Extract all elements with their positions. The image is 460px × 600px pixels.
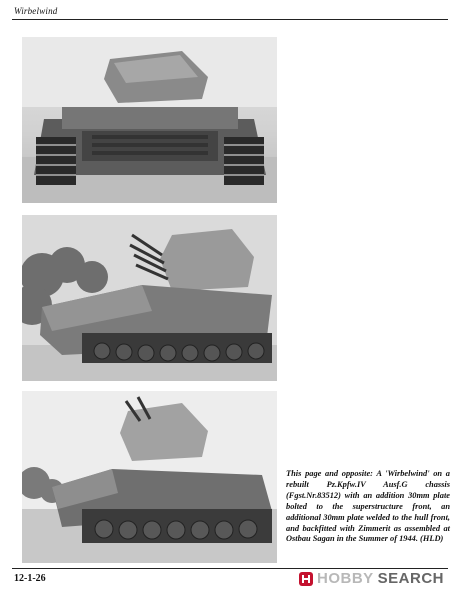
hobby-search-watermark bbox=[299, 570, 444, 587]
photo-side-view bbox=[22, 391, 277, 563]
footer-divider bbox=[12, 568, 448, 569]
page-number: 12-1-26 bbox=[14, 573, 46, 584]
photo-caption: This page and opposite: A 'Wirbelwind' on a rebuilt Pz.Kpfw.IV Ausf.G chassis (Fgst.Nr.83512) with an addition 30mm plate bolted to the superstructure front, an additional 30mm plate welded to the hull front, and backfitted with Zimmerit as assembled at Ostbau Sagan in the Summer of 1944. (HLD) bbox=[286, 469, 450, 544]
header-divider bbox=[12, 19, 448, 20]
running-header: Wirbelwind bbox=[14, 6, 58, 16]
photo-front-view bbox=[22, 37, 277, 203]
watermark-word-hobby: HOBBY bbox=[316, 570, 374, 587]
photo-three-quarter-view bbox=[22, 215, 277, 381]
watermark-word-search: SEARCH bbox=[377, 570, 444, 587]
hobby-search-logo-icon bbox=[299, 572, 313, 586]
